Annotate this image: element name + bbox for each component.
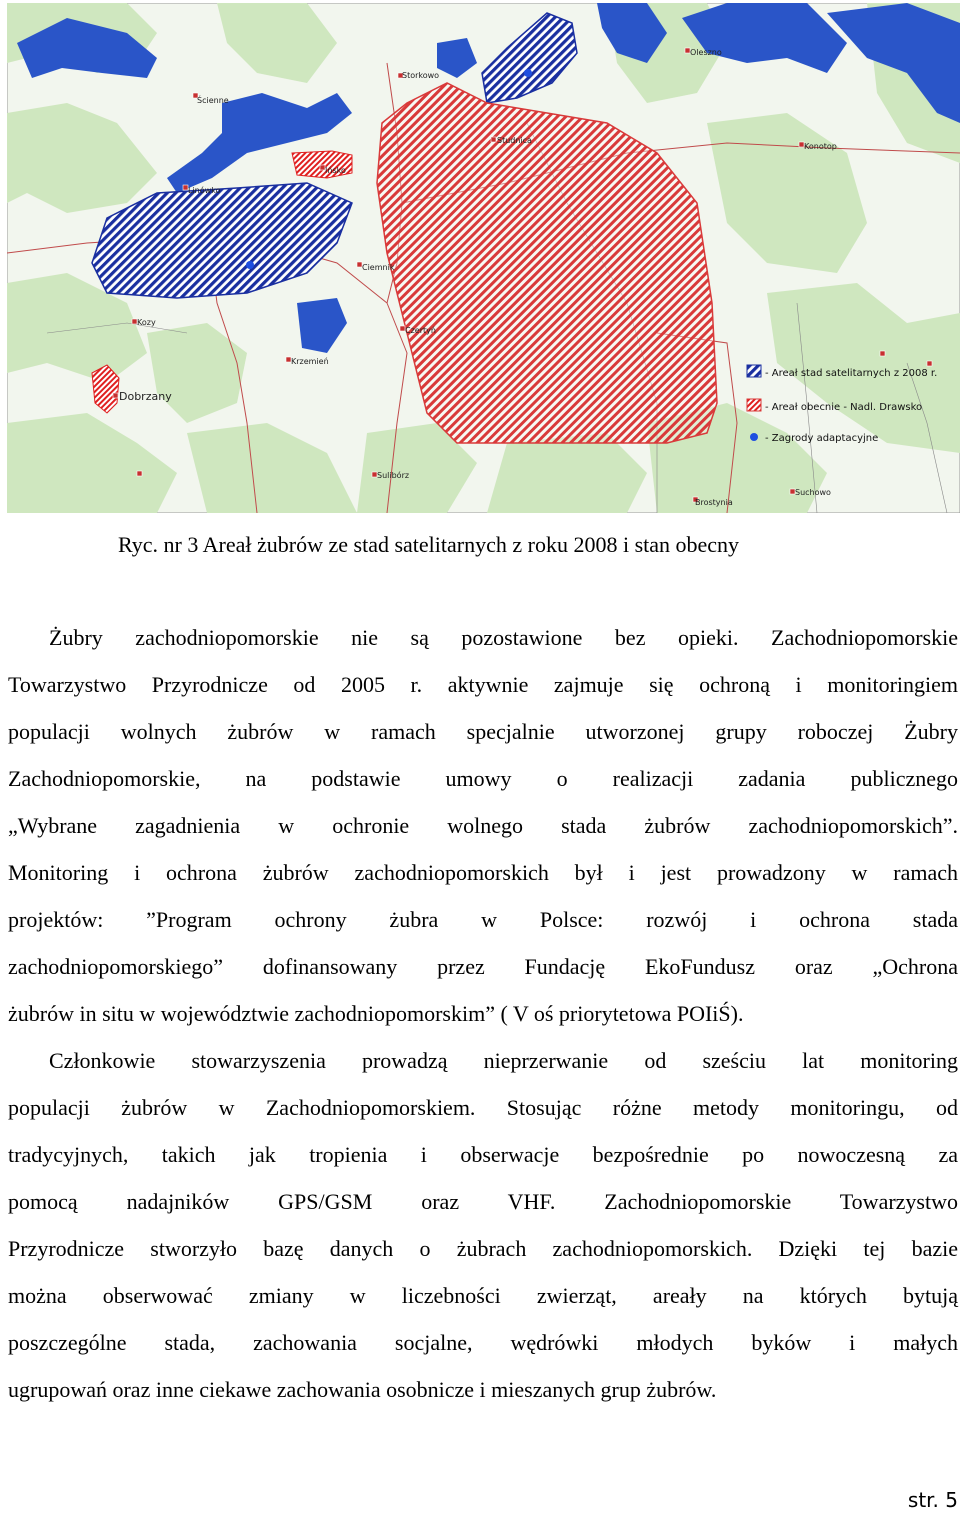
paragraph-2 [8,1037,958,1413]
town-label-dobrzany: Dobrzany [119,390,172,403]
paragraph-line: tradycyjnych, takich jak tropienia i obserwacje bezpośrednie po nowoczesną za [8,1142,958,1167]
paragraph-line: „Wybrane zagadnienia w ochronie wolnego stada żubrów zachodniopomorskich”. [8,813,958,838]
paragraph-line: populacji żubrów w Zachodniopomorskiem. Stosując różne metody monitoringu, od [8,1095,958,1120]
paragraph-line: Zachodniopomorskie, na podstawie umowy o realizacji zadania publicznego [8,766,958,791]
town-label-krzemien: Krzemień [291,357,329,366]
town-label-insko: Ińsko [325,166,346,175]
town-label-scienne: Ścienne [197,96,229,105]
map-figure [7,3,960,513]
legend-label-current: - Areał obecnie - Nadl. Drawsko [765,402,923,413]
paragraph-line: Przyrodnicze stworzyło bazę danych o żubrach zachodniopomorskich. Dzięki tej bazie [8,1236,958,1261]
town-label-suliborz: Sulibórz [377,471,410,480]
paragraph-line: Towarzystwo Przyrodnicze od 2005 r. aktywnie zajmuje się ochroną i monitoringiem [8,672,958,697]
legend-swatch-satellite [747,365,761,377]
paragraph-line: można obserwować zmiany w liczebności zwierząt, areały na których bytują [8,1283,958,1308]
town-label-storkowo: Storkowo [402,71,440,80]
legend-label-enclosure: - Zagrody adaptacyjne [765,433,879,444]
paragraph-line: zachodniopomorskiego” dofinansowany przez Fundację EkoFundusz oraz „Ochrona [8,954,958,979]
paragraph-line: żubrów in situ w województwie zachodniopomorskim” ( V oś priorytetowa POIiŚ). [8,1001,744,1026]
figure-caption: Ryc. nr 3 Areał żubrów ze stad satelitarnych z roku 2008 i stan obecny [118,532,740,557]
town-label-kozy: Kozy [137,318,156,327]
town-label-konotop: Konotop [804,142,837,151]
town-label-ciemnik: Ciemnik [362,263,395,272]
town-label-czertyn: Czertyń [405,326,436,335]
paragraph-line: populacji wolnych żubrów w ramach specjalnie utworzonej grupy roboczej Żubry [8,719,958,744]
legend-label-satellite: - Areał stad satelitarnych z 2008 r. [765,368,938,379]
town-label-suchowo: Suchowo [795,488,831,497]
town-label-brostynia: Brostynia [695,498,733,507]
legend-swatch-enclosure [750,433,758,441]
legend-swatch-current [747,399,761,411]
page-number: str. 5 [907,1488,958,1512]
town-label-oleszno: Oleszno [690,48,722,57]
paragraph-line: projektów: ”Program ochrony żubra w Polsce: rozwój i ochrona stada [8,907,958,932]
paragraph-1 [8,614,958,1037]
paragraph-line: ugrupowań oraz inne ciekawe zachowania osobnicze i mieszanych grup żubrów. [8,1377,717,1402]
paragraph-line: Monitoring i ochrona żubrów zachodniopomorskich był i jest prowadzony w ramach [8,860,958,885]
paragraph-line: pomocą nadajników GPS/GSM oraz VHF. Zachodniopomorskie Towarzystwo [8,1189,958,1214]
paragraph-line: Członkowie stowarzyszenia prowadzą nieprzerwanie od sześciu lat monitoring [49,1048,958,1073]
paragraph-line: Żubry zachodniopomorskie nie są pozostawione bez opieki. Zachodniopomorskie [49,625,958,650]
town-label-studnica: Studnica [497,136,532,145]
town-label-linowko: Linówko [188,186,221,195]
paragraph-line: poszczególne stada, zachowania socjalne, wędrówki młodych byków i małych [8,1330,958,1355]
